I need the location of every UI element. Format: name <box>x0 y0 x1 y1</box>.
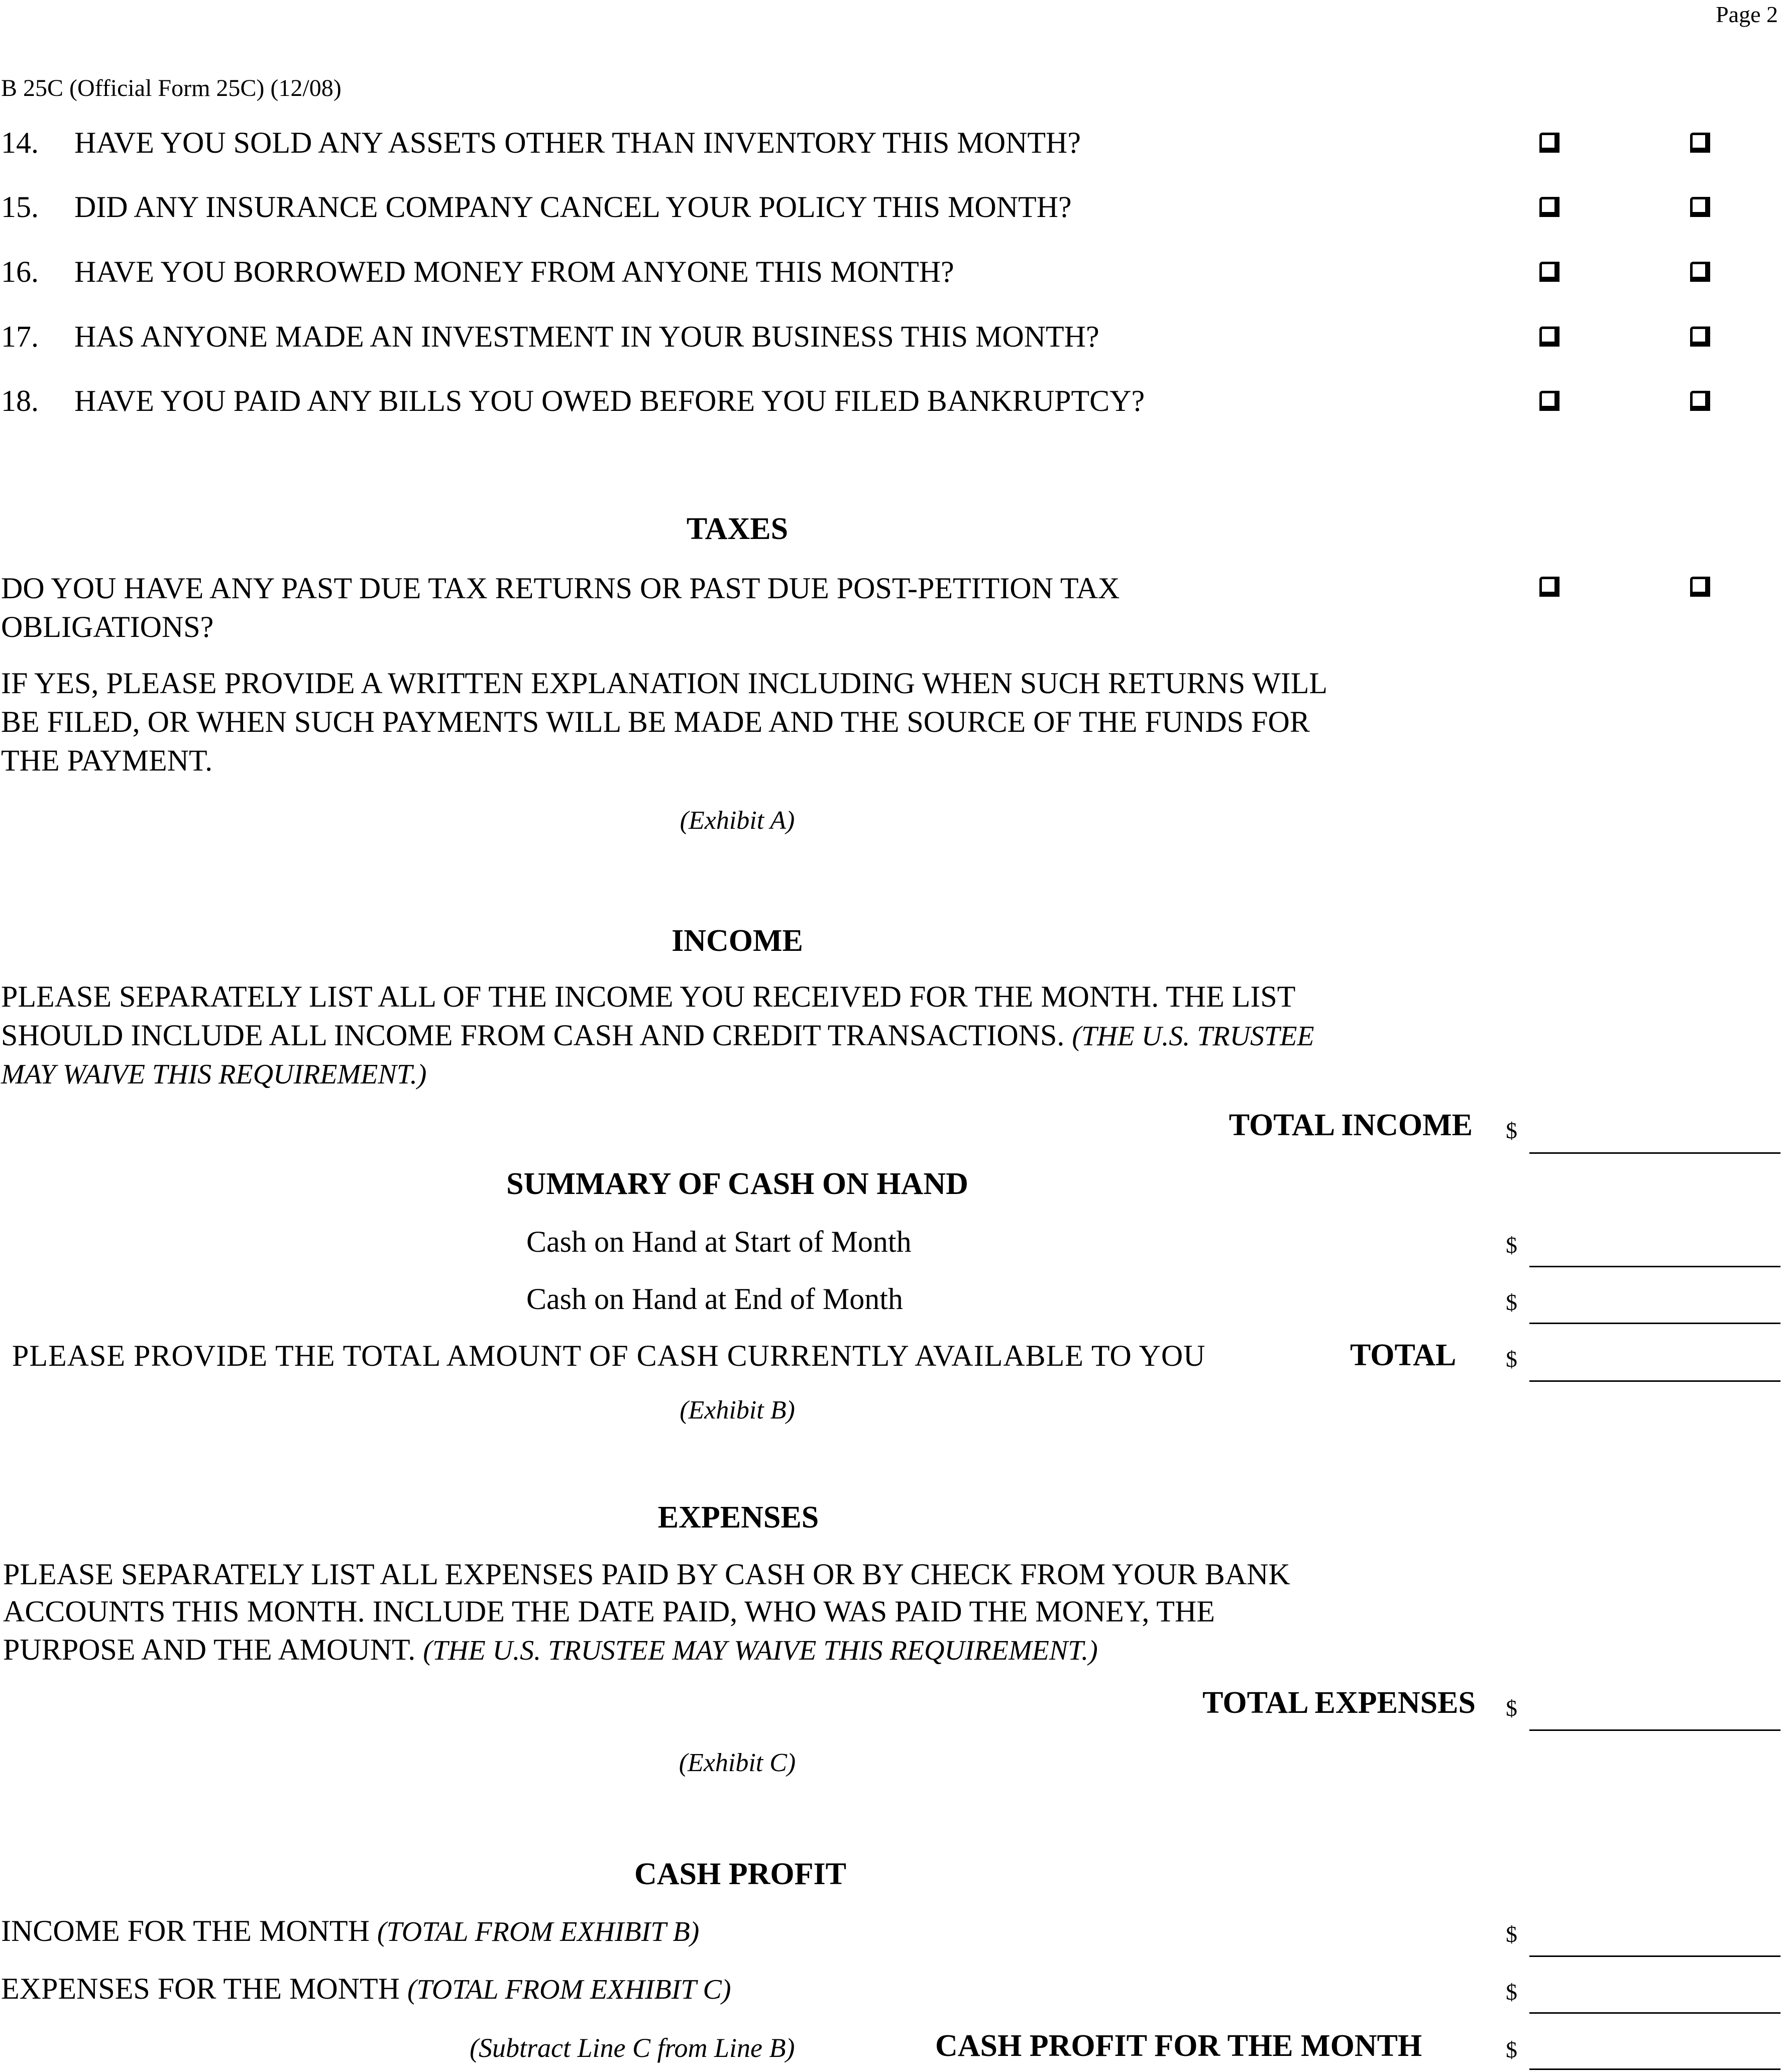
total-expenses-field[interactable] <box>1529 1729 1780 1731</box>
question-number: 15. <box>1 190 39 224</box>
yes-checkbox[interactable] <box>1539 262 1559 282</box>
yes-checkbox[interactable] <box>1539 133 1559 153</box>
expenses-text-line3-italic: (THE U.S. TRUSTEE MAY WAIVE THIS REQUIREMENT.) <box>423 1635 1098 1666</box>
no-checkbox[interactable] <box>1690 197 1710 217</box>
income-for-month-field[interactable] <box>1529 1955 1780 1957</box>
subtract-note: (Subtract Line C from Line B) <box>470 2033 795 2063</box>
tax-question-line2: OBLIGATIONS? <box>1 610 214 643</box>
currency-symbol: $ <box>1506 2037 1517 2062</box>
form-id: B 25C (Official Form 25C) (12/08) <box>1 75 342 101</box>
cash-summary-heading: SUMMARY OF CASH ON HAND <box>506 1167 968 1201</box>
page-number: Page 2 <box>1716 2 1778 27</box>
no-checkbox[interactable] <box>1690 133 1710 153</box>
expenses-for-month-field[interactable] <box>1529 2012 1780 2014</box>
expenses-text-line2: ACCOUNTS THIS MONTH. INCLUDE THE DATE PAID, WHO WAS PAID THE MONEY, THE <box>3 1595 1215 1628</box>
question-number: 14. <box>1 126 39 159</box>
total-expenses-label: TOTAL EXPENSES <box>1202 1686 1476 1720</box>
income-text-line1: PLEASE SEPARATELY LIST ALL OF THE INCOME YOU RECEIVED FOR THE MONTH. THE LIST <box>1 980 1296 1013</box>
expenses-for-month-main: EXPENSES FOR THE MONTH <box>1 1972 400 2005</box>
income-text-line2-main: SHOULD INCLUDE ALL INCOME FROM CASH AND CREDIT TRANSACTIONS. <box>1 1019 1065 1052</box>
question-text: HAVE YOU SOLD ANY ASSETS OTHER THAN INVENTORY THIS MONTH? <box>74 126 1081 159</box>
cash-start-field[interactable] <box>1529 1266 1780 1267</box>
currency-symbol: $ <box>1506 1979 1517 2005</box>
exhibit-c-label: (Exhibit C) <box>679 1749 796 1777</box>
total-income-label: TOTAL INCOME <box>1229 1108 1473 1142</box>
question-number: 18. <box>1 384 39 417</box>
tax-yes-checkbox[interactable] <box>1539 577 1559 597</box>
expenses-for-month-italic: (TOTAL FROM EXHIBIT C) <box>407 1974 731 2005</box>
income-text-line2 <box>1 1018 1314 1053</box>
expenses-heading: EXPENSES <box>657 1500 819 1535</box>
tax-explain-line1: IF YES, PLEASE PROVIDE A WRITTEN EXPLANATION INCLUDING WHEN SUCH RETURNS WILL <box>1 667 1328 700</box>
currency-symbol: $ <box>1506 1232 1517 1258</box>
question-text: HAVE YOU BORROWED MONEY FROM ANYONE THIS MONTH? <box>74 255 954 288</box>
currency-symbol: $ <box>1506 1695 1517 1721</box>
income-heading: INCOME <box>672 924 803 958</box>
cash-start-label: Cash on Hand at Start of Month <box>526 1225 912 1258</box>
question-number: 16. <box>1 255 39 288</box>
tax-question-line1: DO YOU HAVE ANY PAST DUE TAX RETURNS OR PAST DUE POST-PETITION TAX <box>1 572 1120 605</box>
currency-symbol: $ <box>1506 1289 1517 1315</box>
question-text: DID ANY INSURANCE COMPANY CANCEL YOUR POLICY THIS MONTH? <box>74 190 1072 224</box>
cash-profit-heading: CASH PROFIT <box>634 1857 846 1891</box>
income-text-line2-italic: (THE U.S. TRUSTEE <box>1072 1021 1314 1052</box>
cash-total-field[interactable] <box>1529 1380 1780 1382</box>
no-checkbox[interactable] <box>1690 262 1710 282</box>
cash-total-label: TOTAL <box>1350 1338 1457 1372</box>
question-number: 17. <box>1 320 39 353</box>
question-text: HAS ANYONE MADE AN INVESTMENT IN YOUR BUSINESS THIS MONTH? <box>74 320 1099 353</box>
yes-checkbox[interactable] <box>1539 391 1559 411</box>
income-text-line3-italic: MAY WAIVE THIS REQUIREMENT.) <box>1 1059 427 1090</box>
currency-symbol: $ <box>1506 1118 1517 1143</box>
yes-checkbox[interactable] <box>1539 326 1559 347</box>
exhibit-b-label: (Exhibit B) <box>680 1396 795 1425</box>
total-income-field[interactable] <box>1529 1152 1780 1154</box>
cash-profit-field[interactable] <box>1529 2068 1780 2070</box>
no-checkbox[interactable] <box>1690 326 1710 347</box>
currency-symbol: $ <box>1506 1346 1517 1372</box>
expenses-text-line3-main: PURPOSE AND THE AMOUNT. <box>3 1633 416 1666</box>
expenses-text-line3 <box>3 1632 1098 1667</box>
income-for-month-italic: (TOTAL FROM EXHIBIT B) <box>377 1916 700 1947</box>
cash-available-label: PLEASE PROVIDE THE TOTAL AMOUNT OF CASH CURRENTLY AVAILABLE TO YOU <box>12 1339 1206 1372</box>
tax-no-checkbox[interactable] <box>1690 577 1710 597</box>
currency-symbol: $ <box>1506 1921 1517 1947</box>
no-checkbox[interactable] <box>1690 391 1710 411</box>
income-for-month-main: INCOME FOR THE MONTH <box>1 1914 370 1947</box>
taxes-heading: TAXES <box>686 512 789 546</box>
expenses-text-line1: PLEASE SEPARATELY LIST ALL EXPENSES PAID BY CASH OR BY CHECK FROM YOUR BANK <box>3 1558 1290 1591</box>
expenses-for-month-label <box>1 1972 731 2006</box>
cash-end-label: Cash on Hand at End of Month <box>526 1282 903 1316</box>
tax-explain-line3: THE PAYMENT. <box>1 744 213 777</box>
income-for-month-label <box>1 1914 699 1948</box>
cash-end-field[interactable] <box>1529 1323 1780 1324</box>
cash-profit-label: CASH PROFIT FOR THE MONTH <box>935 2029 1422 2063</box>
exhibit-a-label: (Exhibit A) <box>680 806 795 835</box>
tax-explain-line2: BE FILED, OR WHEN SUCH PAYMENTS WILL BE MADE AND THE SOURCE OF THE FUNDS FOR <box>1 705 1310 738</box>
yes-checkbox[interactable] <box>1539 197 1559 217</box>
question-text: HAVE YOU PAID ANY BILLS YOU OWED BEFORE YOU FILED BANKRUPTCY? <box>74 384 1145 417</box>
